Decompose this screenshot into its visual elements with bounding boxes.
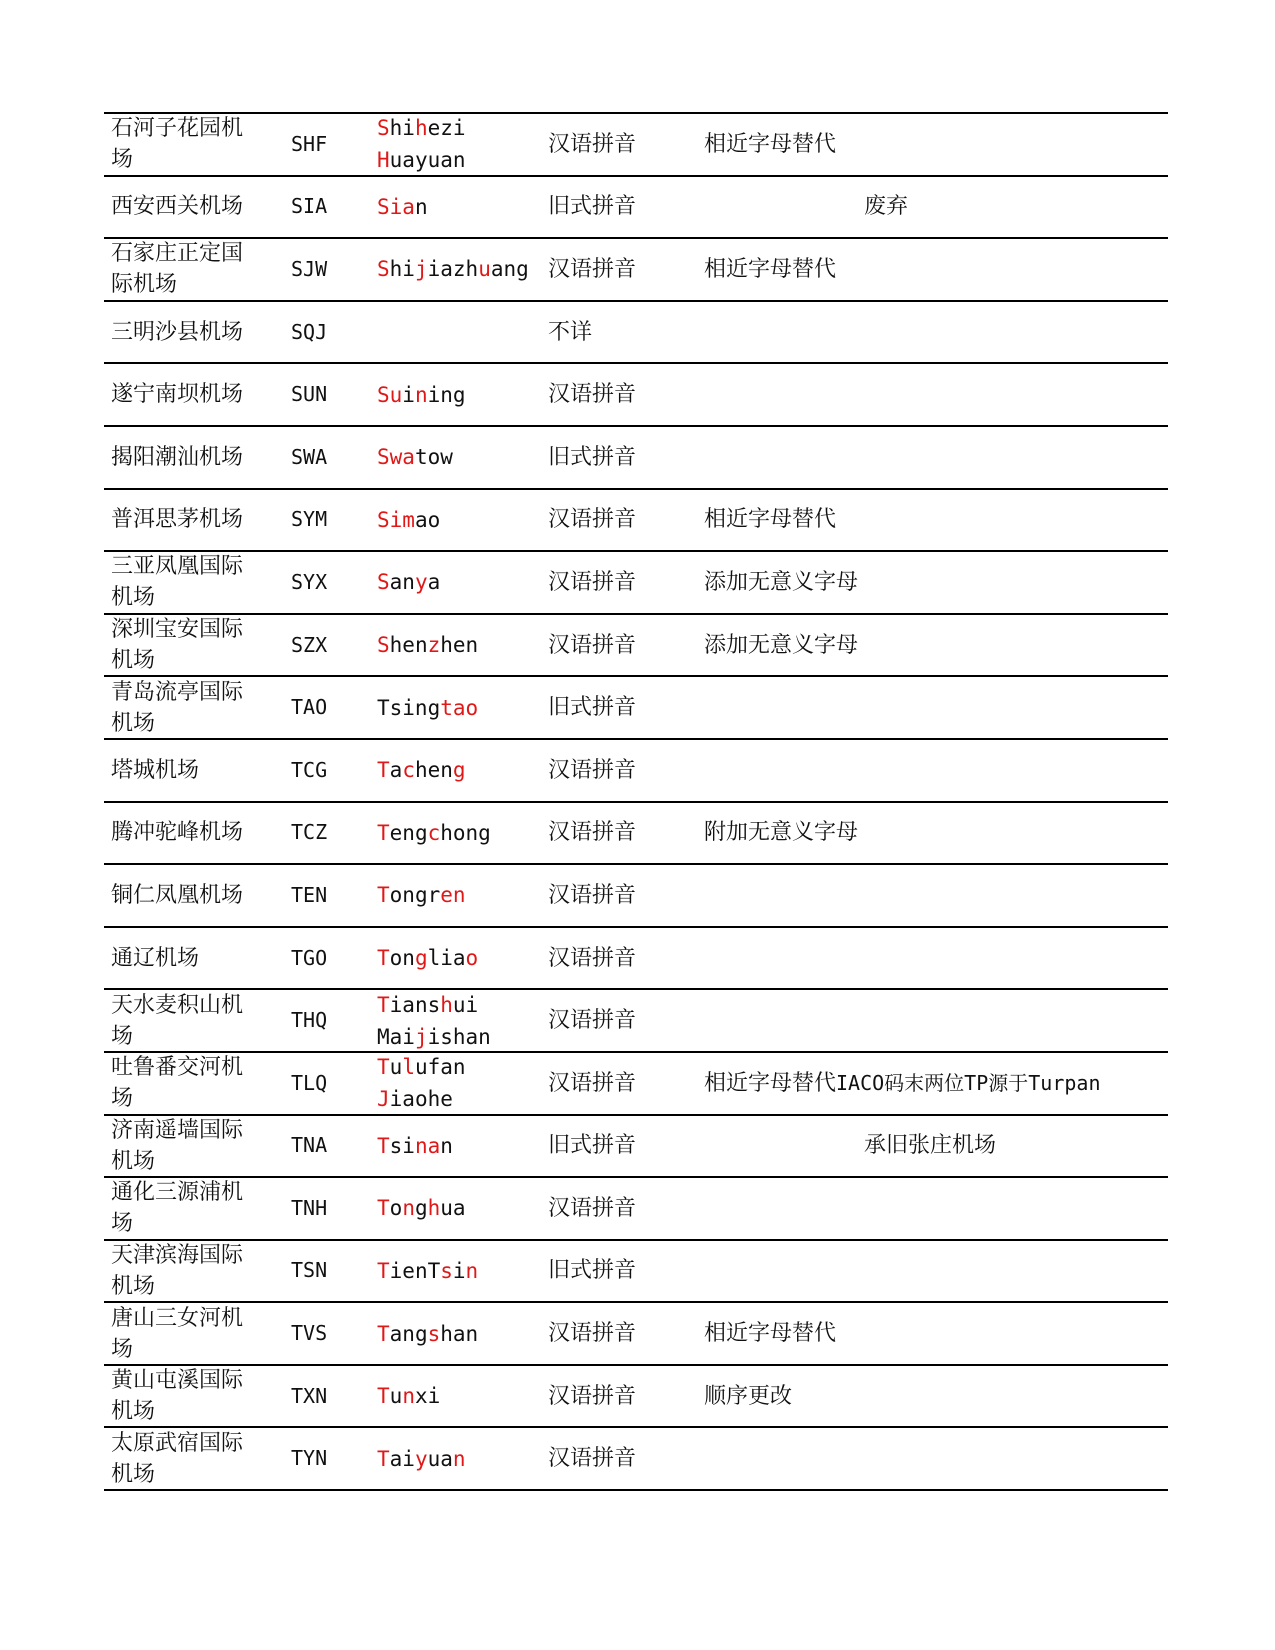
romanization	[377, 1241, 542, 1302]
highlight-letters: z	[427, 633, 441, 658]
highlight-letters: T	[377, 992, 390, 1017]
note	[704, 1053, 1101, 1114]
iata-code: SYM	[291, 507, 328, 532]
plain-letters: a	[427, 570, 441, 595]
table-row	[104, 1114, 1168, 1177]
romanization-type: 汉语拼音	[548, 1008, 637, 1034]
romanization-type: 旧式拼音	[548, 194, 637, 220]
highlight-letters: n	[402, 1384, 415, 1409]
airport-name: 腾冲驼峰机场	[111, 820, 244, 846]
romanization-type: 不详	[548, 319, 593, 345]
plain-letters: ai	[389, 1446, 415, 1471]
note-text: 承旧张庄机场	[864, 1133, 997, 1159]
highlight-letters: T	[377, 1321, 390, 1346]
romanization	[377, 1303, 542, 1364]
iata-code: SJW	[291, 256, 328, 281]
highlight-letters: en	[440, 883, 466, 908]
airport-name: 石河子花园机场	[111, 116, 244, 173]
airport-name: 通化三源浦机场	[111, 1180, 244, 1237]
plain-letters: x	[414, 1384, 428, 1409]
plain-letters: hi	[389, 116, 415, 141]
airport-name: 黄山屯溪国际机场	[111, 1368, 244, 1425]
highlight-letters: Sia	[377, 194, 415, 219]
table-row	[104, 112, 1168, 175]
highlight-letters: c	[427, 820, 441, 845]
airport-code-table	[104, 112, 1168, 1491]
airport-name: 青岛流亭国际机场	[111, 679, 244, 736]
note	[704, 114, 836, 175]
romanization	[377, 677, 542, 738]
romanization-type: 汉语拼音	[548, 1195, 637, 1221]
plain-letters: u	[389, 1055, 403, 1080]
romanization-line	[377, 1255, 478, 1287]
note	[864, 177, 908, 238]
romanization	[377, 239, 542, 300]
airport-name: 塔城机场	[111, 757, 200, 783]
table-row	[104, 300, 1168, 363]
note-text: 顺序更改	[704, 1383, 793, 1409]
iata-code: SUN	[291, 382, 328, 407]
plain-letters: ui	[452, 992, 479, 1017]
highlight-letters: u	[478, 257, 491, 282]
iata-code: TGO	[291, 945, 328, 970]
romanization-line	[377, 692, 478, 724]
highlight-letters: T	[377, 820, 390, 845]
highlight-letters: Su	[377, 382, 403, 407]
romanization-line	[377, 1380, 440, 1412]
romanization	[377, 552, 542, 613]
highlight-letters: g	[452, 758, 466, 783]
plain-letters: n	[414, 194, 428, 219]
note-text: 相近字母替代	[704, 131, 837, 157]
airport-name: 铜仁凤凰机场	[111, 882, 244, 908]
iata-code: SWA	[291, 444, 328, 469]
table-row	[104, 550, 1168, 613]
highlight-letters: j	[414, 1024, 428, 1049]
table-row	[104, 613, 1168, 676]
table-row	[104, 425, 1168, 488]
romanization-line	[377, 1318, 478, 1350]
romanization-type: 汉语拼音	[548, 632, 637, 658]
romanization-line	[377, 942, 478, 974]
highlight-letters: n	[402, 1196, 415, 1221]
romanization	[377, 1053, 542, 1114]
note-text: 相近字母替代	[704, 1321, 837, 1347]
highlight-letters: T	[377, 1196, 390, 1221]
highlight-letters: s	[440, 1258, 453, 1283]
romanization	[377, 302, 542, 363]
romanization-line	[377, 144, 466, 176]
plain-letters: hen	[440, 633, 479, 658]
iata-code: TCG	[291, 757, 328, 782]
table-row	[104, 1176, 1168, 1239]
romanization-type: 汉语拼音	[548, 882, 637, 908]
airport-name: 三明沙县机场	[111, 319, 244, 345]
airport-name: 三亚凤凰国际机场	[111, 554, 244, 611]
romanization-line	[377, 566, 440, 598]
romanization-type: 汉语拼音	[548, 1321, 637, 1347]
airport-name: 普洱思茅机场	[111, 507, 244, 533]
romanization-line	[377, 191, 428, 223]
table-row	[104, 863, 1168, 926]
highlight-letters: T	[377, 1384, 390, 1409]
iata-code: TVS	[291, 1321, 328, 1346]
romanization	[377, 490, 542, 551]
highlight-letters: Swa	[377, 445, 415, 470]
romanization-type: 汉语拼音	[548, 507, 637, 533]
plain-letters: hen	[389, 633, 428, 658]
airport-name: 济南遥墙国际机场	[111, 1117, 244, 1174]
note	[704, 803, 858, 864]
romanization-type: 汉语拼音	[548, 1070, 637, 1096]
iata-code: SZX	[291, 632, 328, 657]
highlight-letters: g	[414, 946, 428, 971]
airport-name: 揭阳潮汕机场	[111, 444, 244, 470]
romanization-line	[377, 1021, 491, 1053]
highlight-letters: S	[377, 257, 390, 282]
iata-code: TEN	[291, 882, 328, 907]
table-row	[104, 801, 1168, 864]
romanization-type: 汉语拼音	[548, 256, 637, 282]
romanization-line	[377, 504, 440, 536]
table-row	[104, 988, 1168, 1051]
plain-letters: ians	[389, 992, 441, 1017]
note-text: 相近字母替代	[704, 256, 837, 282]
note-text: 废弃	[864, 194, 909, 220]
plain-letters: lia	[427, 946, 466, 971]
plain-letters: u	[389, 1384, 403, 1409]
iata-code: SIA	[291, 194, 328, 219]
iata-code: TLQ	[291, 1070, 328, 1095]
iata-code: SQJ	[291, 319, 328, 344]
romanization	[377, 865, 542, 926]
highlight-letters: s	[427, 1321, 441, 1346]
plain-letters: i	[452, 1258, 466, 1283]
highlight-letters: J	[377, 1087, 390, 1112]
highlight-letters: T	[377, 1258, 390, 1283]
iata-code: THQ	[291, 1008, 328, 1033]
table-row	[104, 1426, 1168, 1491]
note-text: 相近字母替代	[704, 507, 837, 533]
romanization-line	[377, 253, 529, 285]
highlight-letters: y	[414, 1446, 428, 1471]
plain-letters: tow	[414, 445, 453, 470]
romanization	[377, 1116, 542, 1177]
plain-letters: ang	[490, 257, 529, 282]
romanization-line	[377, 379, 466, 411]
highlight-letters: T	[377, 1446, 390, 1471]
highlight-letters: S	[377, 633, 390, 658]
note	[704, 1366, 792, 1427]
highlight-letters: T	[377, 1055, 390, 1080]
highlight-letters: y	[414, 570, 428, 595]
plain-letters: han	[440, 1321, 479, 1346]
romanization	[377, 1428, 542, 1489]
table-row	[104, 926, 1168, 989]
romanization-type: 汉语拼音	[548, 382, 637, 408]
highlight-letters: c	[402, 758, 415, 783]
highlight-letters: l	[402, 1055, 415, 1080]
romanization-line	[377, 1083, 466, 1115]
plain-letters: hi	[389, 257, 415, 282]
romanization-line	[377, 989, 491, 1021]
iata-code: SYX	[291, 569, 328, 594]
table-row	[104, 1239, 1168, 1302]
romanization	[377, 1178, 542, 1239]
highlight-letters: n	[452, 1446, 466, 1471]
romanization-type: 旧式拼音	[548, 444, 637, 470]
romanization	[377, 1366, 542, 1427]
airport-name: 天水麦积山机场	[111, 992, 244, 1049]
romanization-line	[377, 1130, 453, 1162]
highlight-letters: T	[377, 1133, 390, 1158]
highlight-letters: T	[377, 883, 390, 908]
plain-letters: an	[389, 570, 415, 595]
plain-letters: hen	[414, 758, 453, 783]
romanization	[377, 990, 542, 1051]
romanization-type: 汉语拼音	[548, 1446, 637, 1472]
romanization-type: 旧式拼音	[548, 1133, 637, 1159]
highlight-letters: o	[465, 946, 479, 971]
iata-code: TNH	[291, 1195, 328, 1220]
airport-name: 唐山三女河机场	[111, 1305, 244, 1362]
plain-letters: ishan	[427, 1024, 491, 1049]
romanization-line	[377, 754, 466, 786]
romanization	[377, 803, 542, 864]
highlight-letters: h	[440, 992, 453, 1017]
highlight-letters: Si	[377, 507, 403, 532]
highlight-letters: n	[465, 1258, 479, 1283]
plain-letters: on	[389, 946, 415, 971]
plain-letters: uayuan	[389, 148, 466, 173]
note	[704, 490, 836, 551]
note-text: 添加无意义字母	[704, 569, 859, 595]
highlight-letters: na	[414, 1133, 441, 1158]
plain-letters: iaohe	[389, 1087, 453, 1112]
romanization-type: 旧式拼音	[548, 695, 637, 721]
note-text: 添加无意义字母	[704, 632, 859, 658]
table-row	[104, 1301, 1168, 1364]
airport-name: 深圳宝安国际机场	[111, 617, 244, 674]
romanization-line	[377, 629, 478, 661]
airport-name: 天津滨海国际机场	[111, 1242, 244, 1299]
table-row	[104, 738, 1168, 801]
highlight-letters: m	[402, 507, 415, 532]
plain-letters: ing	[427, 382, 466, 407]
highlight-letters: h	[427, 1196, 441, 1221]
romanization	[377, 177, 542, 238]
plain-letters: si	[389, 1133, 415, 1158]
airport-name: 通辽机场	[111, 945, 200, 971]
plain-letters: ufan	[414, 1055, 466, 1080]
plain-letters: ua	[427, 1446, 453, 1471]
plain-letters: ezi	[427, 116, 466, 141]
plain-letters: ua	[440, 1196, 466, 1221]
romanization-line	[377, 1192, 466, 1224]
romanization-type: 汉语拼音	[548, 945, 637, 971]
plain-letters: ao	[414, 507, 441, 532]
romanization-type: 旧式拼音	[548, 1258, 637, 1284]
romanization	[377, 615, 542, 676]
note	[864, 1116, 996, 1177]
iata-code: TNA	[291, 1133, 328, 1158]
note-text: 附加无意义字母	[704, 820, 859, 846]
highlight-letters: S	[377, 570, 390, 595]
note-text: 相近字母替代	[704, 1070, 837, 1096]
romanization-type: 汉语拼音	[548, 1383, 637, 1409]
highlight-letters: n	[414, 382, 428, 407]
highlight-letters: H	[377, 148, 390, 173]
table-row	[104, 1051, 1168, 1114]
iata-code: TXN	[291, 1383, 328, 1408]
romanization-type: 汉语拼音	[548, 569, 637, 595]
table-row	[104, 362, 1168, 425]
plain-letters: iazh	[427, 257, 479, 282]
plain-letters: eng	[389, 820, 428, 845]
romanization	[377, 364, 542, 425]
table-row	[104, 488, 1168, 551]
table-row	[104, 237, 1168, 300]
plain-letters: o	[389, 1196, 403, 1221]
note	[704, 1303, 836, 1364]
romanization	[377, 114, 542, 175]
airport-name: 石家庄正定国际机场	[111, 241, 244, 298]
highlight-letters: j	[414, 257, 428, 282]
romanization-line	[377, 817, 491, 849]
table-row	[104, 675, 1168, 738]
highlight-letters: T	[377, 758, 390, 783]
plain-letters: g	[414, 1196, 428, 1221]
table-row	[104, 1364, 1168, 1427]
plain-letters: ienT	[389, 1258, 441, 1283]
plain-letters: ongr	[389, 883, 441, 908]
airport-name: 吐鲁番交河机场	[111, 1055, 244, 1112]
romanization-line	[377, 112, 466, 144]
airport-name: 西安西关机场	[111, 194, 244, 220]
iata-code: TCZ	[291, 820, 328, 845]
iata-code: SHF	[291, 131, 328, 156]
highlight-letters: h	[414, 116, 428, 141]
plain-letters: Tsing	[377, 695, 441, 720]
plain-letters: hong	[440, 820, 491, 845]
romanization-type: 汉语拼音	[548, 757, 637, 783]
romanization-line	[377, 1443, 466, 1475]
table-row	[104, 175, 1168, 238]
plain-letters: i	[427, 1384, 441, 1409]
iata-code: TSN	[291, 1258, 328, 1283]
plain-letters: Mai	[377, 1024, 415, 1049]
plain-letters: i	[402, 382, 415, 407]
romanization-type: 汉语拼音	[548, 131, 637, 157]
note	[704, 552, 858, 613]
romanization	[377, 928, 542, 989]
romanization-line	[377, 879, 466, 911]
plain-letters: n	[440, 1133, 453, 1158]
plain-letters: ang	[389, 1321, 428, 1346]
romanization-line	[377, 1051, 466, 1083]
highlight-letters: tao	[440, 695, 479, 720]
romanization-type: 汉语拼音	[548, 820, 637, 846]
iata-code: TYN	[291, 1446, 328, 1471]
highlight-letters: S	[377, 116, 390, 141]
airport-name: 太原武宿国际机场	[111, 1430, 244, 1487]
romanization	[377, 740, 542, 801]
note	[704, 615, 858, 676]
romanization-line	[377, 441, 453, 473]
airport-name: 遂宁南坝机场	[111, 382, 244, 408]
note	[704, 239, 836, 300]
note-extra: IACO码末两位TP源于Turpan	[836, 1070, 1101, 1095]
highlight-letters: T	[377, 946, 390, 971]
plain-letters: a	[389, 758, 403, 783]
romanization	[377, 427, 542, 488]
iata-code: TAO	[291, 695, 328, 720]
